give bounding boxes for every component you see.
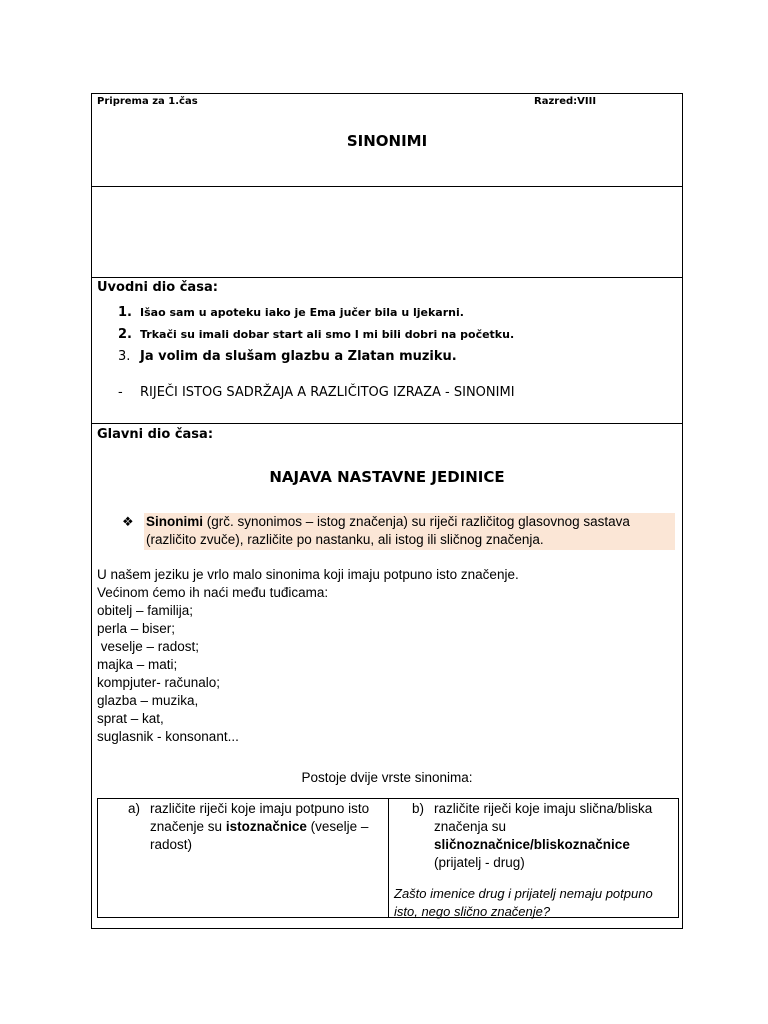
discussion-question: Zašto imenice drug i prijatelj nemaju potpuno isto, nego slično značenje? [394,886,653,919]
paragraph-line: kompjuter- računalo; [97,675,221,690]
main-section [91,423,683,929]
list-marker: 1. [118,305,132,320]
summary-text: RIJEČI ISTOG SADRŽAJA A RAZLIČITOG IZRAZA - SINONIMI [140,385,515,400]
main-heading: Glavni dio časa: [97,427,214,442]
blank-cell [91,185,683,278]
list-marker: 3. [118,349,131,364]
list-item-text: Išao sam u apoteku iako je Ema jučer bila u ljekarni. [140,306,464,319]
definition-term: Sinonimi [146,514,203,529]
list-item-text: Trkači su imali dobar start ali smo I mi bili dobri na početku. [140,328,515,341]
list-item-text: Ja volim da slušam glazbu a Zlatan muziku. [140,349,457,364]
list-item [118,349,514,364]
paragraph-line: suglasnik - konsonant... [97,729,239,744]
types-intro: Postoje dvije vrste sinonima: [301,770,473,785]
examples-paragraph [97,566,519,746]
type-a-text [150,800,380,854]
paragraph-line: Većinom ćemo ih naći među tuđicama: [97,585,329,600]
list-marker: 2. [118,327,132,342]
type-b-text [434,800,676,872]
paragraph-line: glazba – muzika, [97,693,199,708]
paragraph-line: obitelj – familija; [97,603,194,618]
type-a-cell [98,799,389,917]
type-a-text-after: (veselje – radost) [150,819,369,852]
grade-label: Razred:VIII [534,96,597,107]
header-cell [91,93,683,187]
definition-block [122,513,678,550]
type-b-cell [389,799,678,917]
intro-example-list [118,305,514,364]
type-b-term: sličnoznačnice/bliskoznačnice [434,837,630,852]
lesson-label: Priprema za 1.čas [97,96,198,107]
type-a-text-before: različite riječi koje imaju potpuno isto značenje su [150,801,370,834]
paragraph-line: perla – biser; [97,621,176,636]
definition-body: (grč. synonimos – istog značenja) su riječi različitog glasovnog sastava (različito zvuče), različite po nastanku, ali istog ili sličnog značenja. [146,514,630,547]
dash-marker: - [118,385,123,400]
page-title: SINONIMI [346,132,428,150]
type-b-text-after: (prijatelj - drug) [434,855,525,870]
type-a-term: istoznačnice [225,819,307,834]
paragraph-line: majka – mati; [97,657,178,672]
intro-section [91,277,683,424]
unit-title: NAJAVA NASTAVNE JEDINICE [269,468,505,486]
paragraph-line: veselje – radost; [97,639,200,654]
paragraph-line: U našem jeziku je vrlo malo sinonima koji imaju potpuno isto značenje. [97,567,519,582]
list-item [118,305,514,327]
definition-text [144,513,675,550]
list-item [118,327,514,349]
type-b-text-before: različite riječi koje imaju slična/bliska značenja su [434,801,653,834]
type-a-marker: a) [128,801,141,816]
intro-heading: Uvodni dio časa: [97,280,218,295]
type-b-marker: b) [412,801,425,816]
lesson-plan-document [91,93,683,928]
summary-line [118,385,515,400]
diamond-bullet-icon: ❖ [122,514,134,529]
synonym-types-table [97,798,679,918]
paragraph-line: sprat – kat, [97,711,164,726]
